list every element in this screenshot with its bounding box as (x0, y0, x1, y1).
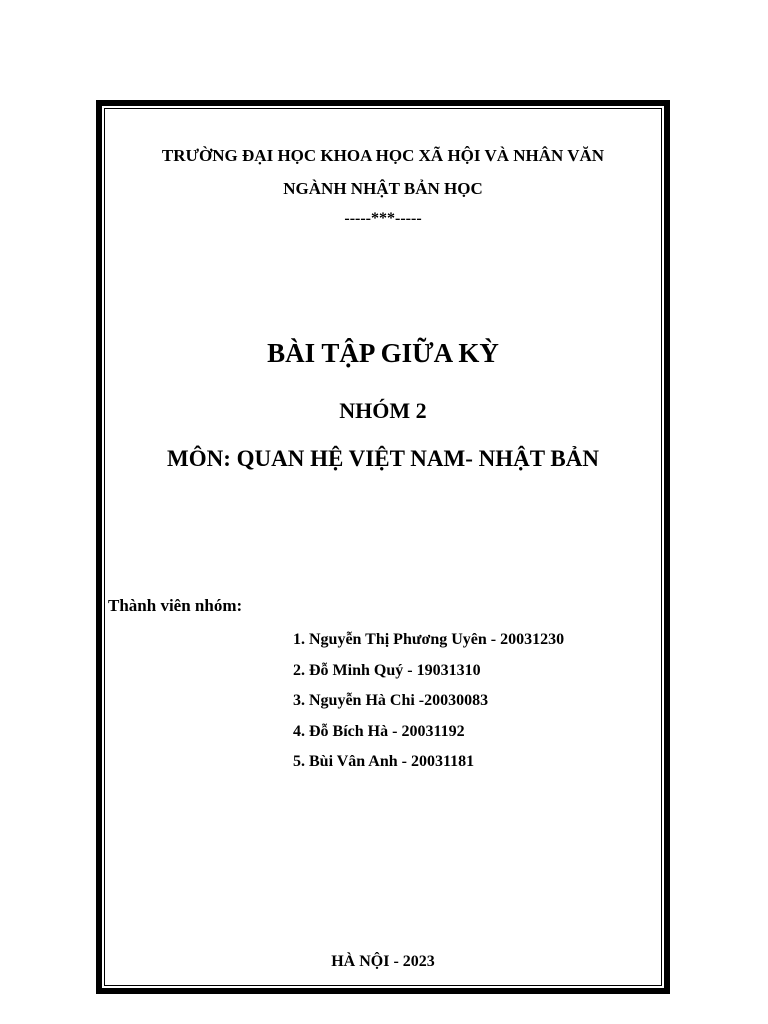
separator: -----***----- (344, 210, 422, 227)
member-item: 1. Nguyễn Thị Phương Uyên - 20031230 (293, 631, 565, 648)
document-title: BÀI TẬP GIỮA KỲ (267, 338, 499, 368)
member-item: 3. Nguyễn Hà Chi -20030083 (293, 692, 489, 709)
member-item: 4. Đỗ Bích Hà - 20031192 (293, 722, 465, 740)
members-label: Thành viên nhóm: (108, 596, 243, 615)
page-border-frame (96, 100, 670, 994)
group-name: NHÓM 2 (339, 398, 427, 423)
member-list (293, 630, 564, 783)
member-item: 5. Bùi Vân Anh - 20031181 (293, 753, 475, 770)
major-name: NGÀNH NHẬT BẢN HỌC (283, 179, 483, 198)
course-name: MÔN: QUAN HỆ VIỆT NAM- NHẬT BẢN (167, 446, 599, 471)
place-year: HÀ NỘI - 2023 (331, 953, 435, 970)
university-name: TRƯỜNG ĐẠI HỌC KHOA HỌC XÃ HỘI VÀ NHÂN VĂN (161, 146, 605, 165)
member-item: 2. Đỗ Minh Quý - 19031310 (293, 661, 481, 679)
